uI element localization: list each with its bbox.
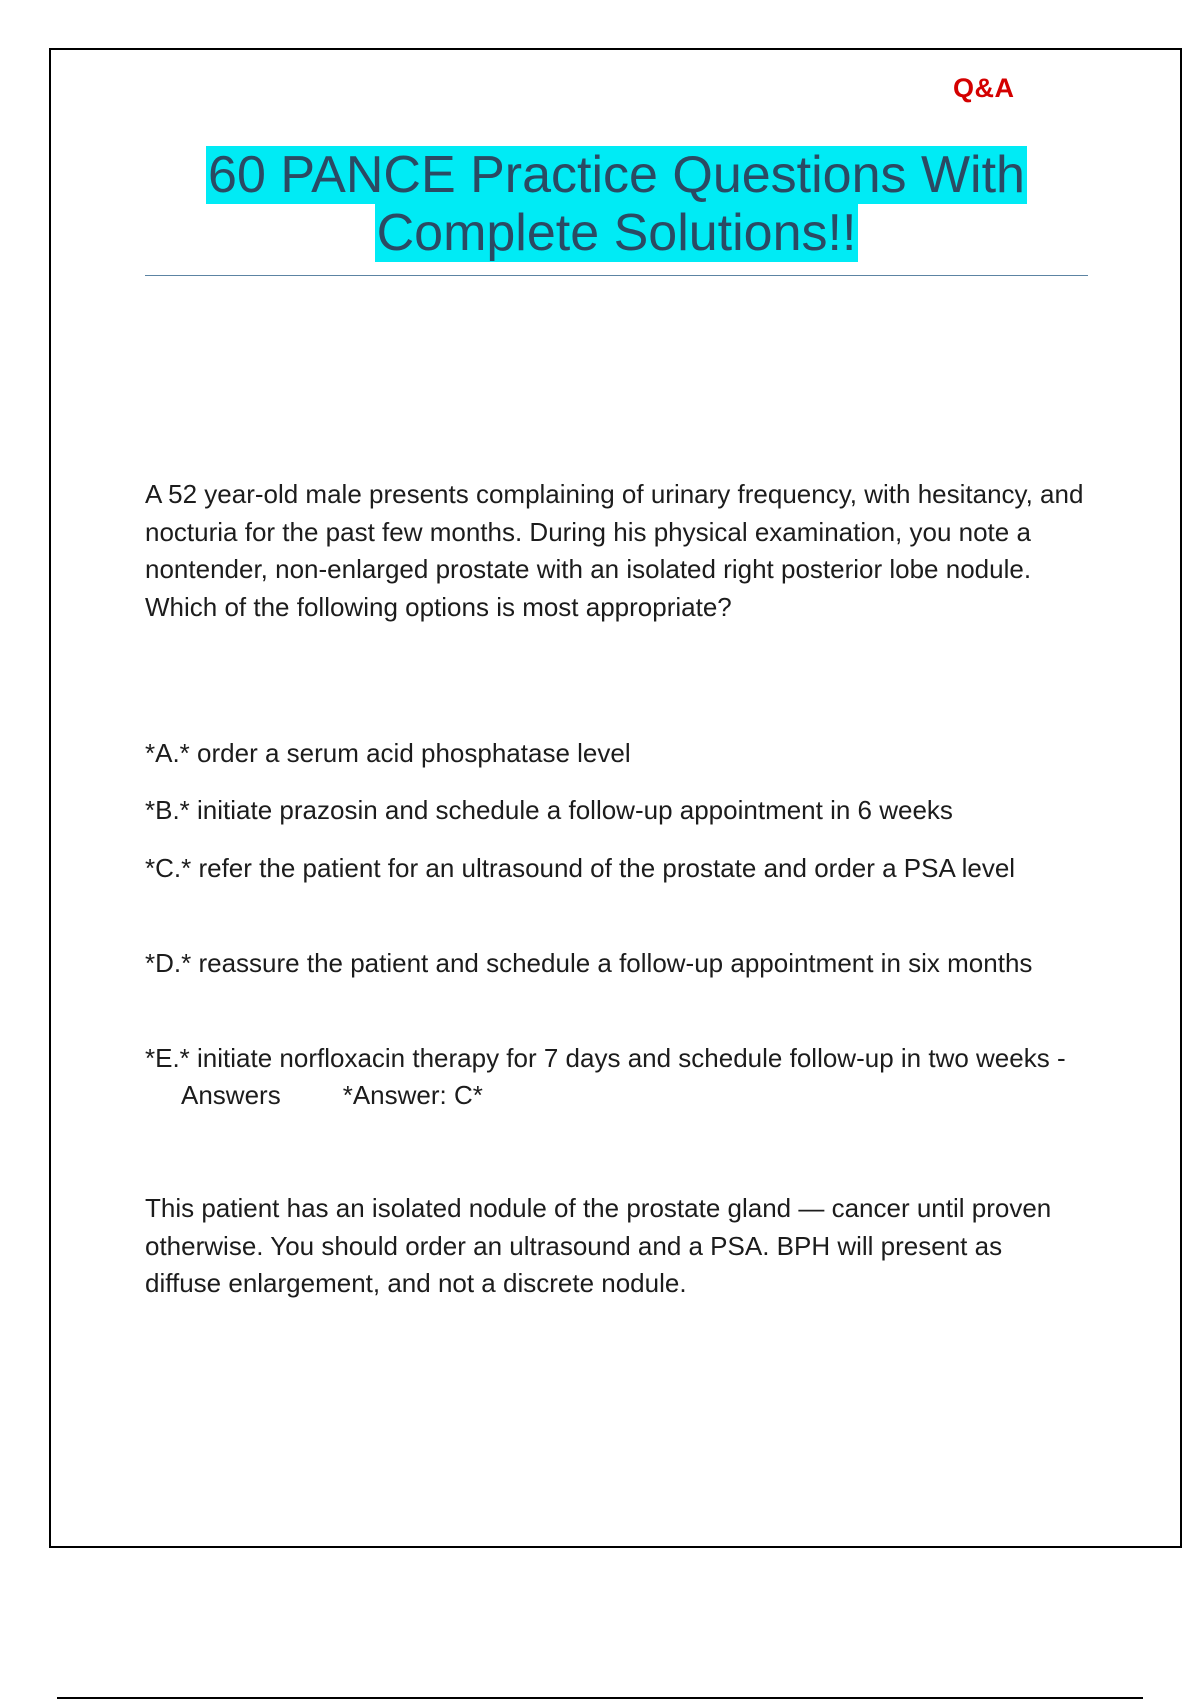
option-e-text: *E.* initiate norfloxacin therapy for 7 days and schedule follow-up in two weeks - <box>145 1043 1066 1073</box>
option-c: *C.* refer the patient for an ultrasound of the prostate and order a PSA level <box>145 853 1016 883</box>
answer-value: *Answer: C* <box>342 1080 483 1110</box>
footer-divider <box>57 1697 1143 1699</box>
qa-label: Q&A <box>953 73 1015 103</box>
explanation-text: This patient has an isolated nodule of the prostate gland — cancer until proven otherwise. You should order an ultrasound and a PSA. BPH will present as diffuse enlargement, and not a discrete nodule. <box>145 1193 1052 1298</box>
option-e <box>145 1040 1085 1114</box>
option-a: *A.* order a serum acid phosphatase level <box>145 738 631 768</box>
title-divider <box>145 275 1088 276</box>
answers-label: Answers <box>181 1080 281 1110</box>
page-title <box>145 146 1088 262</box>
page-title-line-1: 60 PANCE Practice Questions With <box>208 146 1025 204</box>
option-b: *B.* initiate prazosin and schedule a follow-up appointment in 6 weeks <box>145 795 953 825</box>
question-text: A 52 year-old male presents complaining of urinary frequency, with hesitancy, and nocturia for the past few months. During his physical examination, you note a nontender, non-enlarged prostate with an isolated right posterior lobe nodule. Which of the following options is most appropriate? <box>145 479 1084 622</box>
option-d: *D.* reassure the patient and schedule a follow-up appointment in six months <box>145 948 1033 978</box>
page-title-line-2: Complete Solutions!! <box>376 204 857 262</box>
